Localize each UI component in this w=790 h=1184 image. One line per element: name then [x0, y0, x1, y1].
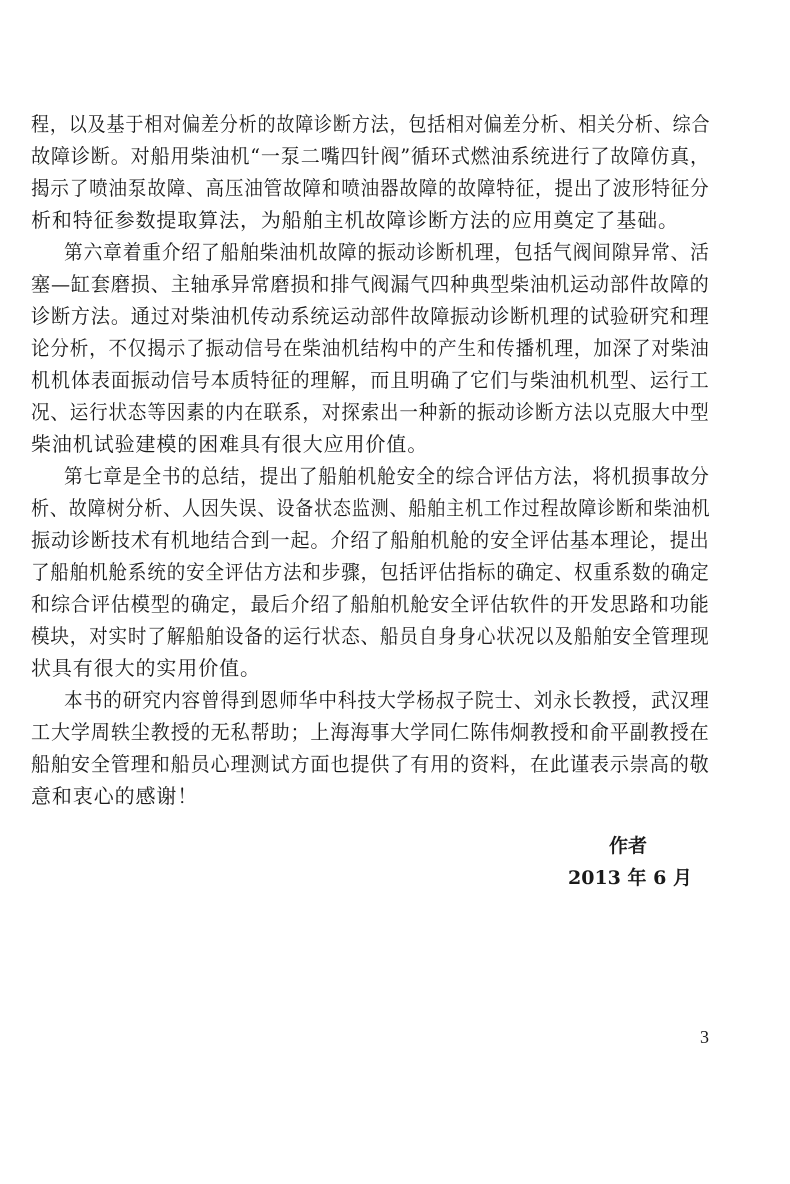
text-line: 论分析，不仅揭示了振动信号在柴油机结构中的产生和传播机理，加深了对柴油 [31, 336, 710, 360]
text-line: 诊断方法。通过对柴油机传动系统运动部件故障振动诊断机理的试验研究和理 [31, 304, 710, 328]
text-line: 析和特征参数提取算法，为船舶主机故障诊断方法的应用奠定了基础。 [31, 208, 679, 232]
text-line: 塞—缸套磨损、主轴承异常磨损和排气阀漏气四种典型柴油机运动部件故障的 [31, 272, 710, 296]
text-line: 本书的研究内容曾得到恩师华中科技大学杨叔子院士、刘永长教授，武汉理 [64, 688, 710, 712]
text-line: 第七章是全书的总结，提出了船舶机舱安全的综合评估方法，将机损事故分 [64, 464, 710, 488]
text-line: 揭示了喷油泵故障、高压油管故障和喷油器故障的故障特征，提出了波形特征分 [31, 176, 710, 200]
text-line: 析、故障树分析、人因失误、设备状态监测、船舶主机工作过程故障诊断和柴油机 [31, 496, 711, 520]
author-signature: 作者 [609, 835, 648, 857]
text-line: 第六章着重介绍了船舶柴油机故障的振动诊断机理，包括气阀间隙异常、活 [64, 240, 710, 264]
text-line: 了船舶机舱系统的安全评估方法和步骤，包括评估指标的确定、权重系数的确定 [31, 560, 710, 584]
page-number: 3 [700, 1027, 709, 1047]
text-line: 机机体表面振动信号本质特征的理解，而且明确了它们与柴油机机型、运行工 [31, 368, 710, 392]
text-line: 和综合评估模型的确定，最后介绍了船舶机舱安全评估软件的开发思路和功能 [31, 592, 710, 616]
text-line: 况、运行状态等因素的内在联系，对探索出一种新的振动诊断方法以克服大中型 [31, 400, 710, 424]
text-line: 振动诊断技术有机地结合到一起。介绍了船舶机舱的安全评估基本理论，提出 [31, 528, 710, 552]
text-line: 故障诊断。对船用柴油机“一泵二嘴四针阀”循环式燃油系统进行了故障仿真， [31, 144, 710, 168]
text-line: 工大学周轶尘教授的无私帮助；上海海事大学同仁陈伟炯教授和俞平副教授在 [31, 720, 710, 744]
text-line: 柴油机试验建模的困难具有很大应用价值。 [31, 432, 429, 456]
signature-date: 2013 年 6 月 [568, 867, 692, 889]
text-line: 船舶安全管理和船员心理测试方面也提供了有用的资料，在此谨表示崇高的敬 [31, 752, 710, 776]
text-line: 状具有很大的实用价值。 [31, 656, 261, 680]
text-line: 模块，对实时了解船舶设备的运行状态、船员自身身心状况以及船舶安全管理现 [31, 624, 710, 648]
text-line: 程，以及基于相对偏差分析的故障诊断方法，包括相对偏差分析、相关分析、综合 [31, 112, 711, 136]
text-line: 意和衷心的感谢！ [31, 784, 199, 808]
